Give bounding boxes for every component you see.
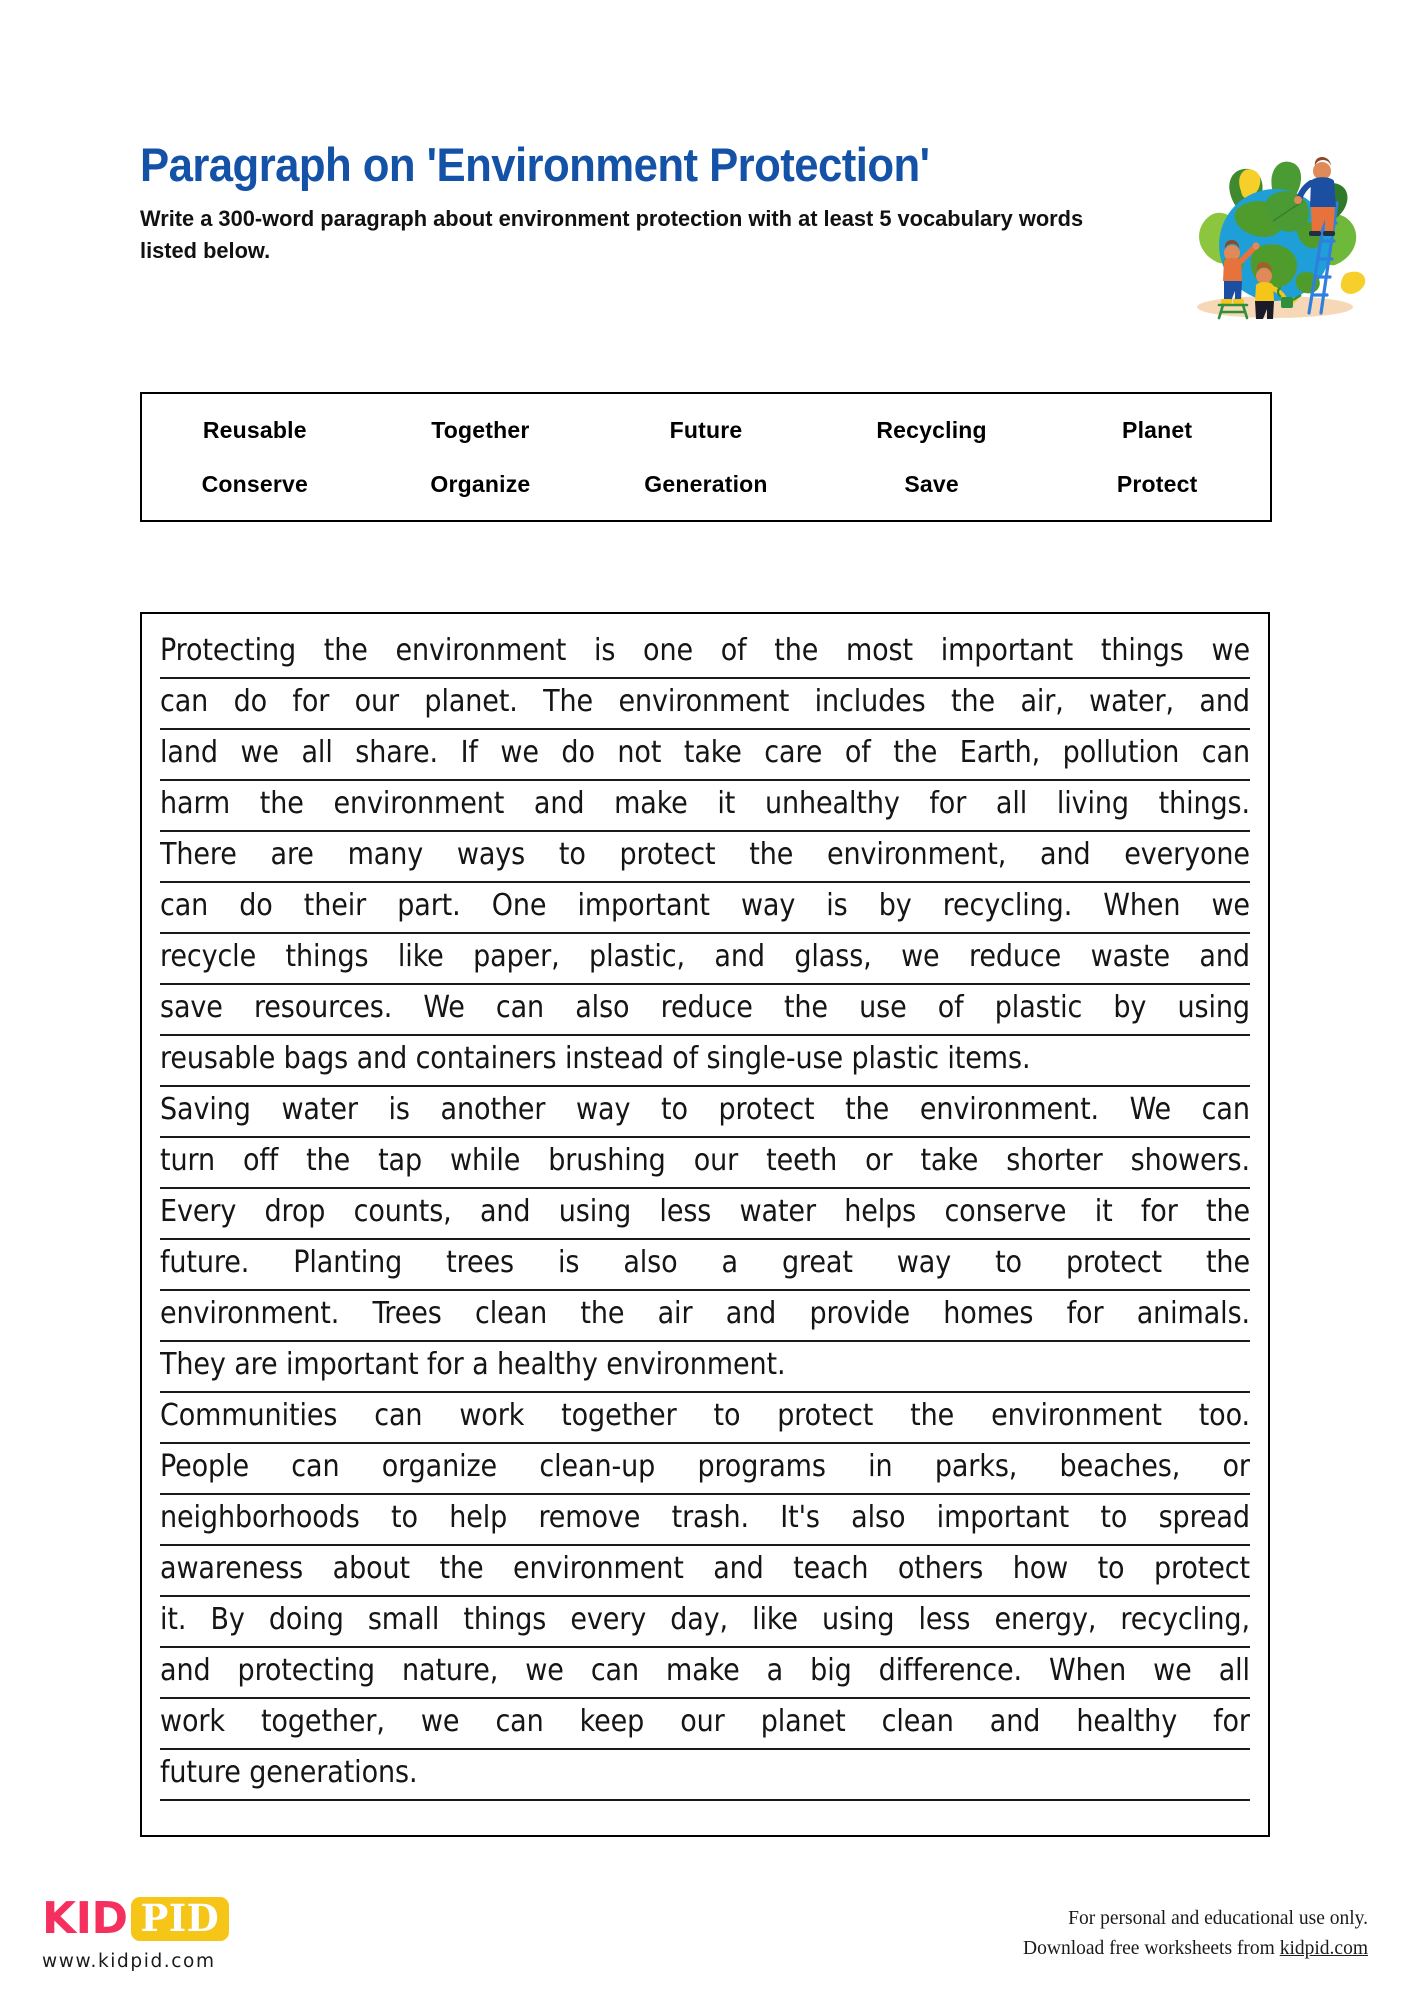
kidpid-link[interactable]: kidpid.com [1279, 1938, 1368, 1960]
vocab-word: Conserve [201, 470, 309, 497]
answer-word: off [242, 1143, 279, 1178]
answer-word: way [896, 1245, 952, 1280]
answer-word: day, [670, 1602, 729, 1637]
answer-word: we [240, 735, 279, 770]
answer-word: unhealthy [764, 786, 900, 821]
answer-word: we [500, 735, 539, 770]
answer-word: save [160, 990, 223, 1025]
answer-word: we [901, 939, 940, 974]
answer-word: together, [260, 1704, 385, 1739]
footer-note-prefix: Download free worksheets from [1023, 1938, 1280, 1960]
answer-word: of [937, 990, 964, 1025]
answer-word: for [292, 684, 330, 719]
answer-word: keep [579, 1704, 645, 1739]
answer-word: every [570, 1602, 647, 1637]
answer-word: work [160, 1704, 225, 1739]
kidpid-logo [42, 1892, 302, 1972]
answer-word: our [693, 1143, 739, 1178]
answer-word: can [495, 990, 545, 1025]
answer-word: do [239, 888, 273, 923]
answer-word: harm [160, 786, 231, 821]
answer-line [160, 1240, 1250, 1291]
answer-word: way [576, 1092, 631, 1127]
answer-word: neighborhoods [160, 1500, 360, 1535]
answer-word: great [782, 1245, 853, 1280]
answer-word: reduce [660, 990, 753, 1025]
answer-word: future. [160, 1245, 250, 1280]
answer-word: less [659, 1194, 712, 1229]
answer-word: Earth, [959, 735, 1041, 770]
answer-word: protect [1065, 1245, 1162, 1280]
answer-word: Saving [160, 1092, 251, 1127]
answer-word: water, [1089, 684, 1174, 719]
answer-word: can [495, 1704, 544, 1739]
answer-word: planet. [424, 684, 518, 719]
answer-word: can [160, 684, 209, 719]
answer-word: teeth [766, 1143, 838, 1178]
answer-word: awareness [160, 1551, 304, 1586]
answer-word: includes [814, 684, 926, 719]
answer-line [160, 1087, 1250, 1138]
answer-word: the [306, 1143, 351, 1178]
answer-word: animals. [1136, 1296, 1250, 1331]
answer-word: is [826, 888, 848, 923]
answer-word: for [1066, 1296, 1104, 1331]
answer-word: for [929, 786, 967, 821]
answer-word: glass, [794, 939, 872, 974]
answer-word: way [740, 888, 796, 923]
answer-word: small [367, 1602, 440, 1637]
answer-line [160, 1495, 1250, 1546]
answer-word: how [1012, 1551, 1069, 1586]
answer-word: important [577, 888, 710, 923]
answer-word: plastic [994, 990, 1083, 1025]
answer-line [160, 1699, 1250, 1750]
answer-word: recycling, [1120, 1602, 1250, 1637]
answer-word: to [1097, 1551, 1125, 1586]
answer-word: and [989, 1704, 1041, 1739]
answer-word: share. [355, 735, 439, 770]
logo-kid-text: KID [42, 1893, 128, 1944]
answer-word: using [558, 1194, 632, 1229]
answer-word: part. [397, 888, 461, 923]
answer-line: future generations. [160, 1750, 1250, 1801]
answer-word: energy, [994, 1602, 1097, 1637]
answer-word: recycle [160, 939, 257, 974]
answer-word: can [1201, 1092, 1250, 1127]
vocab-word: Save [904, 470, 959, 497]
answer-word: programs [697, 1449, 826, 1484]
answer-word: There [160, 837, 237, 872]
answer-word: can [590, 1653, 639, 1688]
answer-writing-area[interactable] [140, 612, 1270, 1837]
answer-word: and [160, 1653, 211, 1688]
answer-word: things [285, 939, 369, 974]
answer-word: the [1205, 1194, 1250, 1229]
answer-word: homes [943, 1296, 1034, 1331]
answer-word: also [623, 1245, 678, 1280]
answer-word: work [459, 1398, 525, 1433]
answer-word: for [1140, 1194, 1178, 1229]
answer-word: is [593, 633, 616, 668]
answer-word: can [1201, 735, 1250, 770]
answer-word: counts, [353, 1194, 452, 1229]
answer-word: the [323, 633, 368, 668]
answer-word: nature, [402, 1653, 499, 1688]
answer-word: important [936, 1500, 1070, 1535]
answer-word: Communities [160, 1398, 338, 1433]
answer-word: environment. [160, 1296, 340, 1331]
answer-word: things [463, 1602, 547, 1637]
answer-word: to [660, 1092, 688, 1127]
answer-word: together [561, 1398, 677, 1433]
answer-word: protect [1153, 1551, 1250, 1586]
answer-word: the [845, 1092, 890, 1127]
answer-word: do [561, 735, 595, 770]
answer-word: we [525, 1653, 564, 1688]
answer-word: it. [160, 1602, 187, 1637]
answer-word: People [160, 1449, 249, 1484]
answer-word: everyone [1124, 837, 1250, 872]
answer-line [160, 1648, 1250, 1699]
answer-word: we [1153, 1653, 1192, 1688]
answer-word: the [580, 1296, 625, 1331]
answer-line [160, 1393, 1250, 1444]
vocab-word: Together [431, 416, 530, 443]
answer-word: it [717, 786, 736, 821]
answer-word: our [680, 1704, 725, 1739]
answer-line [160, 883, 1250, 934]
vocabulary-row-2 [142, 471, 1270, 498]
answer-word: is [557, 1245, 580, 1280]
answer-word: to [558, 837, 586, 872]
answer-word: do [233, 684, 268, 719]
instruction-text: Write a 300-word paragraph about environment protection with at least 5 vocabulary words listed below. [140, 206, 1084, 264]
answer-word: tap [378, 1143, 423, 1178]
answer-word: protect [777, 1398, 874, 1433]
answer-word: pollution [1062, 735, 1180, 770]
answer-word: By [210, 1602, 245, 1637]
logo-pid-text: PID [140, 1896, 220, 1940]
answer-word: our [354, 684, 400, 719]
answer-word: use [859, 990, 907, 1025]
answer-word: about [332, 1551, 410, 1586]
answer-word: environment [991, 1398, 1162, 1433]
answer-word: make [666, 1653, 740, 1688]
answer-line [160, 1597, 1250, 1648]
answer-word: One [491, 888, 547, 923]
answer-word: their [303, 888, 367, 923]
answer-word: environment [512, 1551, 684, 1586]
answer-word: drop [264, 1194, 326, 1229]
answer-word: also [851, 1500, 906, 1535]
answer-word: and [479, 1194, 531, 1229]
answer-word: Every [160, 1194, 237, 1229]
answer-word: not [617, 735, 662, 770]
answer-word: like [397, 939, 444, 974]
answer-word: by [878, 888, 912, 923]
answer-word: teach [793, 1551, 869, 1586]
answer-word: all [301, 735, 333, 770]
answer-word: clean [475, 1296, 548, 1331]
answer-word: the [439, 1551, 484, 1586]
answer-word: clean [881, 1704, 954, 1739]
answer-word: like [752, 1602, 798, 1637]
answer-word: take [683, 735, 742, 770]
answer-word: air, [1020, 684, 1064, 719]
answer-line: They are important for a healthy environment. [160, 1342, 1250, 1393]
answer-word: Protecting [160, 633, 297, 668]
answer-word: the [783, 990, 828, 1025]
answer-word: the [893, 735, 938, 770]
answer-word: big [810, 1653, 852, 1688]
header [140, 140, 1240, 267]
answer-word: we [420, 1704, 460, 1739]
answer-word: When [1049, 1653, 1127, 1688]
logo-url-text: www.kidpid.com [42, 1951, 216, 1972]
answer-word: The [543, 684, 594, 719]
answer-line [160, 781, 1250, 832]
answer-line [160, 1546, 1250, 1597]
answer-line [160, 934, 1250, 985]
logo-mark [42, 1892, 302, 1946]
answer-word: environment [395, 633, 567, 668]
answer-word: can [291, 1449, 340, 1484]
answer-word: using [821, 1602, 895, 1637]
answer-word: many [347, 837, 424, 872]
answer-word: to [391, 1500, 418, 1535]
answer-word: and [1199, 939, 1250, 974]
answer-line [160, 1189, 1250, 1240]
answer-word: take [920, 1143, 979, 1178]
vocabulary-box [140, 392, 1272, 522]
answer-word: and [714, 939, 765, 974]
answer-word: shorter [1006, 1143, 1103, 1178]
answer-word: showers. [1130, 1143, 1250, 1178]
answer-word: the [259, 786, 304, 821]
answer-word: can [374, 1398, 423, 1433]
answer-word: We [1129, 1092, 1172, 1127]
vocab-word: Protect [1116, 470, 1198, 497]
answer-line [160, 1291, 1250, 1342]
answer-word: healthy [1076, 1704, 1178, 1739]
answer-word: and [533, 786, 585, 821]
vocabulary-row-1 [142, 417, 1270, 444]
answer-word: protect [718, 1092, 815, 1127]
answer-word: ways [456, 837, 526, 872]
answer-word: important [940, 633, 1074, 668]
answer-word: of [720, 633, 747, 668]
answer-word: it [1094, 1194, 1113, 1229]
answer-line [160, 1138, 1250, 1189]
footer-note-line1: For personal and educational use only. [1068, 1908, 1368, 1929]
vocab-word: Future [669, 416, 743, 443]
answer-word: the [749, 837, 794, 872]
answer-word: clean-up [539, 1449, 656, 1484]
answer-word: one [643, 633, 693, 668]
answer-word: the [1205, 1245, 1250, 1280]
answer-word: also [575, 990, 630, 1025]
answer-word: turn [160, 1143, 215, 1178]
answer-word: care [764, 735, 823, 770]
answer-word: or [1222, 1449, 1250, 1484]
answer-word: to [713, 1398, 741, 1433]
answer-word: recycling. [942, 888, 1073, 923]
logo-pid-badge [131, 1897, 230, 1941]
answer-word: Planting [293, 1245, 403, 1280]
answer-word: We [423, 990, 465, 1025]
answer-word: protect [619, 837, 716, 872]
answer-word: air [657, 1296, 693, 1331]
vocab-word: Recycling [876, 416, 987, 443]
answer-word: protecting [237, 1653, 375, 1688]
answer-word: is [388, 1092, 410, 1127]
answer-word: When [1103, 888, 1181, 923]
answer-word: spread [1158, 1500, 1250, 1535]
answer-word: most [845, 633, 913, 668]
answer-word: Trees [372, 1296, 442, 1331]
answer-word: living [1056, 786, 1129, 821]
answer-line [160, 628, 1250, 679]
earth-protection-illustration [1175, 145, 1375, 320]
answer-line: reusable bags and containers instead of single-use plastic items. [160, 1036, 1250, 1087]
answer-word: to [995, 1245, 1022, 1280]
answer-word: too. [1198, 1398, 1250, 1433]
answer-word: and [1199, 684, 1250, 719]
answer-line [160, 679, 1250, 730]
answer-word: and [1040, 837, 1091, 872]
answer-word: land [160, 735, 218, 770]
answer-word: we [1211, 633, 1250, 668]
answer-word: and [725, 1296, 777, 1331]
answer-word: the [910, 1398, 955, 1433]
answer-word: It's [780, 1500, 820, 1535]
answer-line [160, 730, 1250, 781]
answer-word: by [1113, 990, 1147, 1025]
answer-word: a [721, 1245, 738, 1280]
answer-word: all [995, 786, 1028, 821]
answer-word: we [1211, 888, 1250, 923]
answer-word: are [270, 837, 314, 872]
answer-word: parks, [934, 1449, 1018, 1484]
footer-note-line2 [1023, 1934, 1368, 1964]
answer-word: water [281, 1092, 358, 1127]
page-title: Paragraph on 'Environment Protection' [140, 138, 930, 191]
answer-word: resources. [253, 990, 393, 1025]
answer-word: the [774, 633, 819, 668]
vocab-word: Reusable [202, 416, 307, 443]
answer-word: environment [618, 684, 790, 719]
answer-word: can [160, 888, 209, 923]
answer-word: make [614, 786, 688, 821]
answer-word: another [440, 1092, 546, 1127]
answer-word: beaches, [1059, 1449, 1181, 1484]
answer-word: conserve [944, 1194, 1067, 1229]
answer-word: If [460, 735, 478, 770]
answer-word: a [766, 1653, 784, 1688]
answer-word: difference. [878, 1653, 1022, 1688]
answer-word: of [844, 735, 871, 770]
footer-note [1023, 1904, 1368, 1964]
answer-word: organize [381, 1449, 498, 1484]
answer-word: remove [538, 1500, 641, 1535]
answer-word: trees [446, 1245, 514, 1280]
answer-word: help [449, 1500, 508, 1535]
answer-line [160, 832, 1250, 883]
answer-word: environment, [827, 837, 1007, 872]
answer-word: less [918, 1602, 971, 1637]
answer-word: planet [760, 1704, 846, 1739]
answer-word: and [713, 1551, 764, 1586]
answer-word: reduce [969, 939, 1062, 974]
answer-word: in [868, 1449, 893, 1484]
vocab-word: Planet [1122, 416, 1193, 443]
answer-word: plastic, [589, 939, 685, 974]
vocab-word: Organize [430, 470, 531, 497]
answer-line [160, 985, 1250, 1036]
answer-word: to [1100, 1500, 1128, 1535]
answer-word: waste [1090, 939, 1170, 974]
answer-word: using [1177, 990, 1250, 1025]
answer-word: water [739, 1194, 816, 1229]
answer-word: while [450, 1143, 521, 1178]
answer-word: environment [333, 786, 505, 821]
answer-word: things [1100, 633, 1184, 668]
answer-word: helps [844, 1194, 917, 1229]
answer-word: for [1213, 1704, 1250, 1739]
answer-word: others [897, 1551, 984, 1586]
answer-word: provide [809, 1296, 911, 1331]
answer-word: environment. [919, 1092, 1100, 1127]
answer-word: doing [268, 1602, 344, 1637]
answer-word: paper, [473, 939, 560, 974]
answer-word: brushing [548, 1143, 666, 1178]
answer-word: things. [1158, 786, 1250, 821]
vocab-word: Generation [644, 470, 768, 497]
answer-word: the [951, 684, 996, 719]
answer-word: or [865, 1143, 893, 1178]
answer-word: trash. [671, 1500, 749, 1535]
answer-line [160, 1444, 1250, 1495]
answer-word: all [1218, 1653, 1250, 1688]
